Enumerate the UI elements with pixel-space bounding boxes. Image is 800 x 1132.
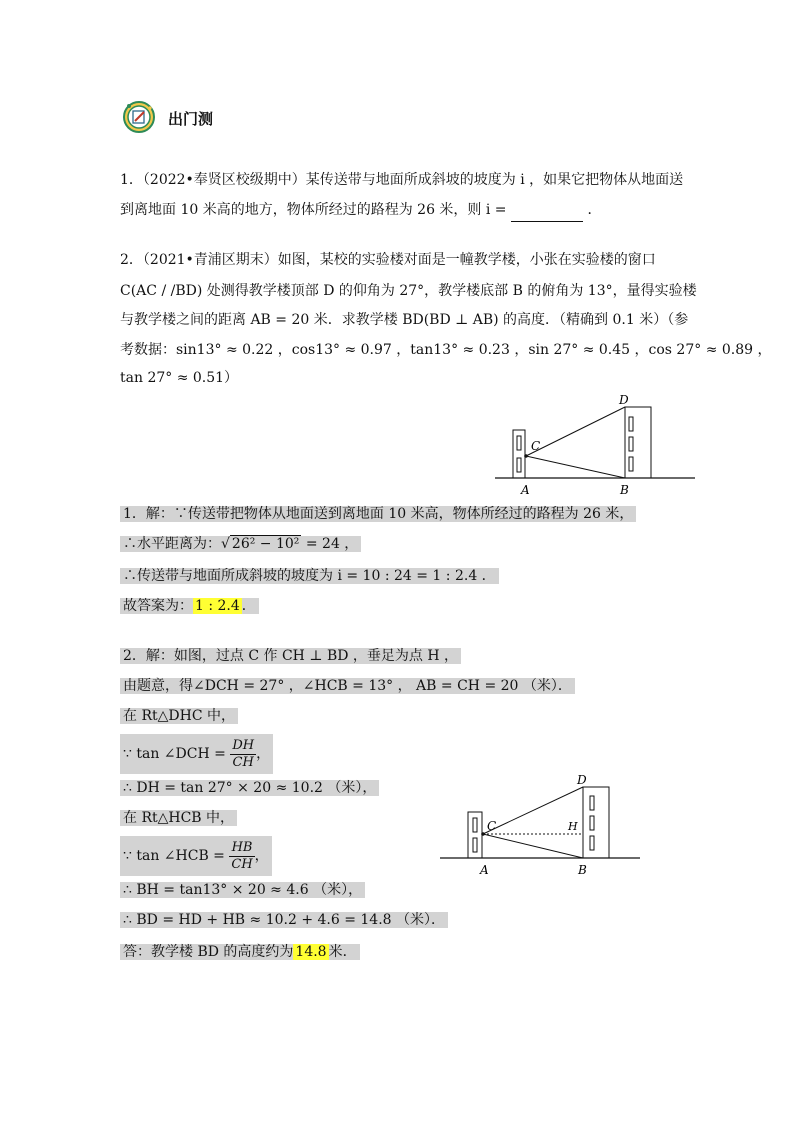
sight-line-cb: [483, 834, 583, 858]
label-a: A: [521, 483, 530, 497]
sol1-line-4-text: [120, 598, 259, 614]
label-d: D: [577, 773, 587, 787]
label-b: B: [578, 863, 587, 877]
sol2-line-3-text: 在 Rt△DHC 中，: [120, 708, 238, 724]
figure-2-diagram: [440, 772, 640, 878]
lab-building: [513, 430, 525, 478]
sol2-line-2: [120, 674, 575, 698]
sol1-line-1-text: 1．解：∵传送带把物体从地面送到离地面 10 米高，物体所经过的路程为 26 米，: [120, 506, 636, 522]
q1-line-2-end: ．: [587, 202, 602, 218]
sol2-line-9: [120, 908, 448, 932]
sol2-line-8: [120, 878, 365, 902]
fraction-numerator: HB: [229, 840, 254, 857]
point-c: [481, 832, 485, 836]
q1-line-1: 1．（2022•奉贤区校级期中）某传送带与地面所成斜坡的坡度为 i ，如果它把物体从地面送: [120, 172, 684, 188]
header: [122, 100, 322, 136]
sol2-line-4-end: ，: [256, 746, 271, 762]
q1-line-2: [120, 198, 601, 222]
label-b: B: [620, 483, 629, 497]
figure-1-diagram: [495, 392, 695, 502]
sol2-line-1: [120, 644, 461, 668]
sol1-line-2-result: = 24 ，: [301, 536, 359, 552]
sol2-line-4: [120, 734, 273, 774]
sight-line-cb: [526, 456, 625, 478]
sol2-line-9-text: ∴ BD = HD + HB ≈ 10.2 + 4.6 = 14.8 （米）．: [120, 912, 448, 928]
answer-highlight-1: 1 : 2.4: [195, 598, 240, 614]
sol1-line-2-text: ∴水平距离为：√ 26² − 10² = 24 ，: [120, 536, 361, 552]
sol1-line-4: [120, 594, 259, 618]
pencil-badge-icon: [122, 100, 156, 134]
sol2-line-10: [120, 940, 360, 964]
label-c: C: [487, 819, 497, 833]
sol1-line-2: [120, 532, 361, 556]
sol2-line-6-text: 在 Rt△HCB 中，: [120, 810, 237, 826]
label-d: D: [619, 393, 629, 407]
sol2-line-7-lead: ∵ tan ∠HCB =: [123, 848, 225, 864]
sol2-line-3: [120, 704, 238, 728]
sol1-line-3: [120, 564, 499, 588]
sol2-line-10-end: 米．: [328, 944, 357, 960]
sol2-line-1-text: 2．解：如图，过点 C 作 CH ⊥ BD ，垂足为点 H ，: [120, 648, 461, 664]
sol2-line-4-text: [120, 734, 273, 774]
sol2-line-10-text: [120, 944, 360, 960]
sol2-line-4-lead: ∵ tan ∠DCH =: [123, 746, 226, 762]
q2-line-3: 与教学楼之间的距离 AB = 20 米．求教学楼 BD(BD ⊥ AB) 的高度．（精确到 0.1 米）（参: [120, 312, 689, 328]
sol1-line-4-end: ．: [241, 598, 256, 614]
answer-highlight-2: 14.8: [295, 944, 327, 960]
sol1-line-1: [120, 502, 636, 526]
q2-line-5: tan 27° ≈ 0.51）: [120, 370, 239, 386]
sol2-line-6: [120, 806, 237, 830]
page-title: 出门测: [168, 110, 214, 128]
teaching-building: [625, 407, 651, 478]
sol1-line-3-text: ∴传送带与地面所成斜坡的坡度为 i = 10 : 24 = 1 : 2.4 ．: [120, 568, 499, 584]
answer-blank: [511, 205, 583, 222]
lab-building: [468, 812, 482, 858]
sol2-line-7-end: ，: [254, 848, 269, 864]
q2-line-4: 考数据：sin13° ≈ 0.22 ，cos13° ≈ 0.97 ，tan13° ≈ 0.23 ，sin 27° ≈ 0.45 ，cos 27° ≈ 0.89 ，: [120, 342, 772, 358]
sol2-line-2-text: 由题意，得∠DCH = 27° ，∠HCB = 13° ， AB = CH = 20 （米）．: [120, 678, 575, 694]
q1-line-2-text: 到离地面 10 米高的地方，物体所经过的路程为 26 米，则 i =: [120, 202, 507, 218]
sol1-line-2-lead: ∴水平距离为：: [123, 536, 221, 552]
fraction-denominator: CH: [232, 754, 254, 770]
teaching-building: [583, 787, 609, 858]
fraction-denominator: CH: [231, 856, 253, 872]
fraction-dh-ch: [230, 738, 256, 771]
q2-line-1: 2．（2021•青浦区期末）如图，某校的实验楼对面是一幢教学楼，小张在实验楼的窗口: [120, 252, 656, 268]
point-c: [524, 454, 528, 458]
sight-line-cd: [526, 407, 625, 456]
fraction-hb-ch: [229, 840, 254, 873]
sol2-line-7: [120, 836, 272, 876]
q2-line-2: C(AC / /BD) 处测得教学楼顶部 D 的仰角为 27°，教学楼底部 B 的俯角为 13°，量得实验楼: [120, 283, 697, 299]
label-c: C: [531, 439, 541, 453]
sol2-line-8-text: ∴ BH = tan13° × 20 ≈ 4.6 （米），: [120, 882, 365, 898]
sqrt-expression: 26² − 10²: [231, 536, 300, 552]
fraction-numerator: DH: [232, 737, 255, 753]
sol2-line-5: [120, 776, 379, 800]
sol2-line-7-text: [120, 836, 272, 876]
label-a: A: [480, 863, 489, 877]
sol1-line-4-lead: 故答案为：: [123, 598, 193, 614]
label-h: H: [568, 820, 578, 833]
sol2-line-5-text: ∴ DH = tan 27° × 20 ≈ 10.2 （米），: [120, 780, 379, 796]
sol2-line-10-lead: 答：教学楼 BD 的高度约为: [123, 944, 294, 960]
